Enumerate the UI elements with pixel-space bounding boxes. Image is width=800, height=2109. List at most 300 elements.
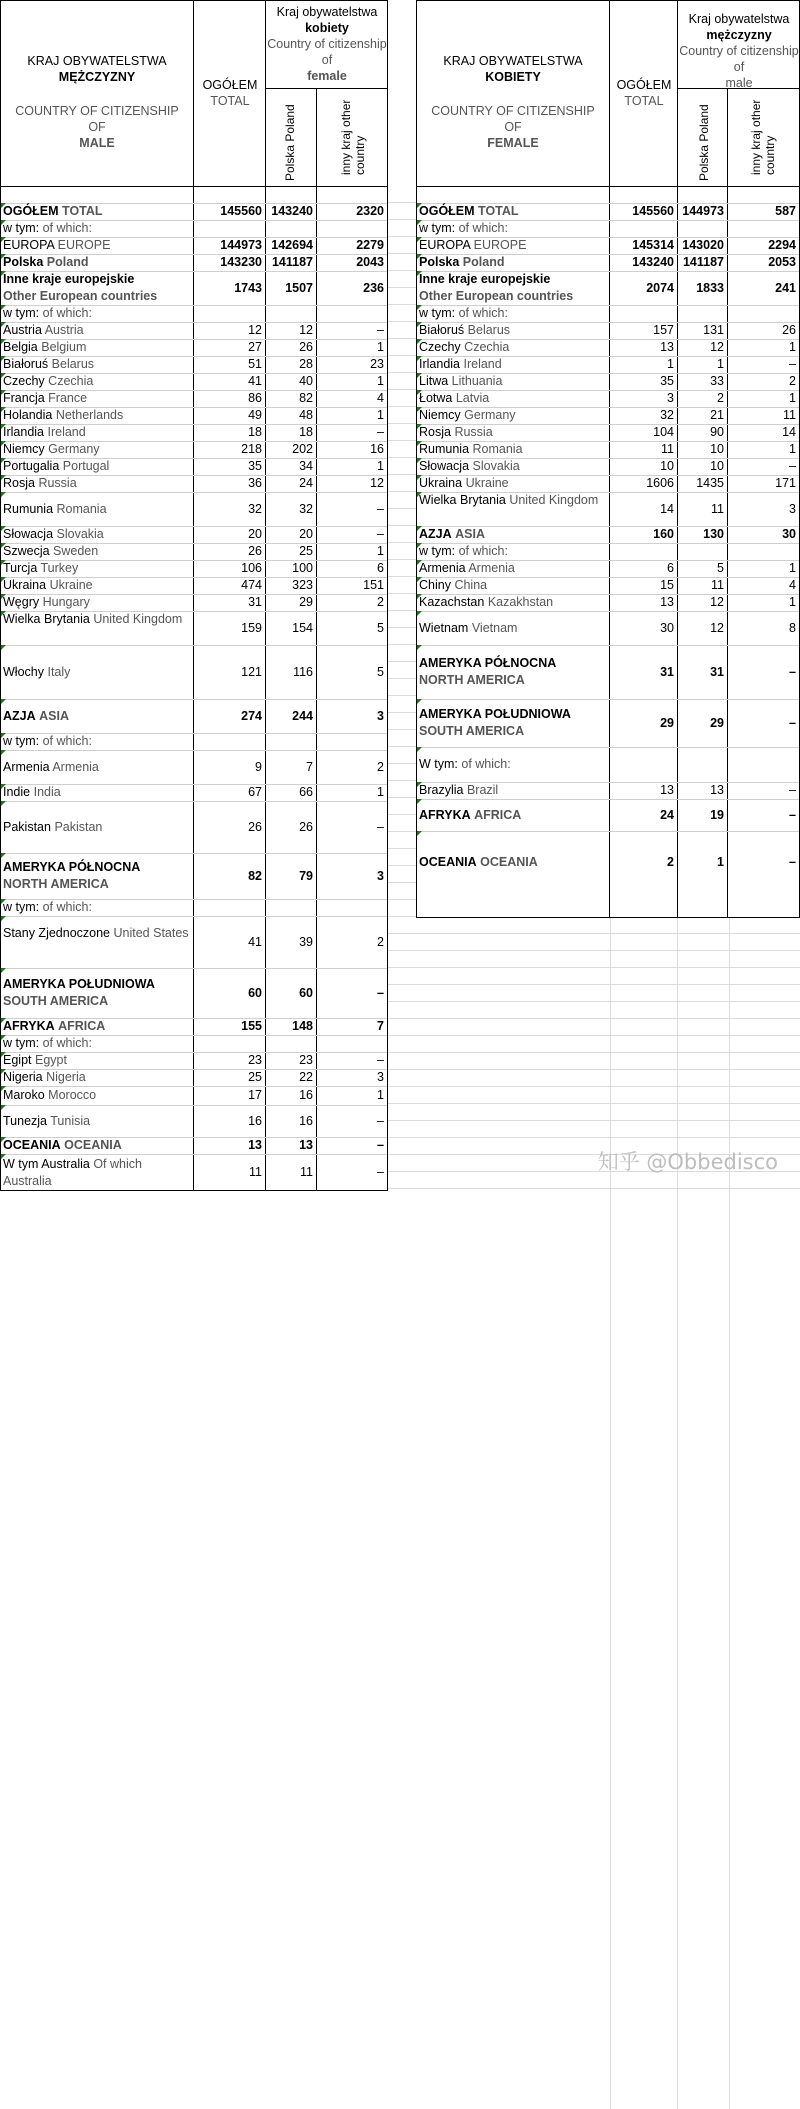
label-pl: Łotwa (419, 391, 453, 405)
table-row (417, 611, 799, 645)
cell-marker (1, 1137, 6, 1142)
cell-total: 35 (660, 374, 674, 388)
label-en: Kazakhstan (487, 595, 554, 609)
cell-other: 16 (370, 442, 384, 456)
table-row (417, 237, 799, 254)
cell-marker (1, 699, 6, 704)
label-en: Brazil (466, 783, 499, 797)
label-pl: Polska (3, 255, 44, 269)
cell-poland: 244 (292, 708, 313, 723)
cell-other: – (789, 357, 796, 371)
row-label (3, 759, 189, 776)
table-row (417, 407, 799, 424)
label-pl: Portugalia (3, 459, 60, 473)
cell-marker (1, 801, 6, 806)
label-pl: AMERYKA PÓŁNOCNA (3, 860, 141, 874)
cell-marker (1, 611, 6, 616)
row-label (419, 594, 605, 611)
row-label (3, 356, 189, 373)
label-pl: AZJA (419, 527, 452, 541)
label-pl: Niemcy (419, 408, 461, 422)
cell-marker (417, 526, 422, 531)
cell-total: 10 (660, 459, 674, 473)
cell-total: 25 (248, 1070, 262, 1084)
total-label: OGÓŁEM TOTAL (616, 78, 672, 108)
label-pl: Tunezja (3, 1113, 48, 1128)
row-label (419, 543, 605, 560)
label-en: France (48, 391, 88, 405)
table-row (417, 747, 799, 782)
row-label (3, 819, 189, 836)
row-label (3, 458, 189, 475)
row-label (419, 620, 605, 637)
cell-other: 30 (782, 527, 796, 541)
row-label (3, 254, 189, 271)
table-header (417, 1, 799, 187)
row-divider (1, 492, 387, 493)
row-label (419, 782, 605, 799)
label-pl: Pakistan (3, 819, 51, 834)
row-label (419, 458, 605, 475)
cell-other: 1 (789, 595, 796, 609)
label-en: Romania (56, 501, 107, 516)
row-label (3, 1052, 189, 1069)
label-pl: w tym: (419, 221, 456, 235)
cell-marker (1, 577, 6, 582)
cell-marker (417, 831, 422, 836)
cell-other: 1 (789, 561, 796, 575)
row-label (419, 475, 605, 492)
label-en: Turkey (40, 561, 79, 575)
cell-marker (417, 611, 422, 616)
cell-marker (417, 441, 422, 446)
label-pl: Polska (419, 255, 460, 269)
cell-other: – (789, 783, 796, 797)
label-pl: Armenia (419, 561, 466, 575)
cell-total: 31 (248, 595, 262, 609)
cell-other: 1 (377, 1088, 384, 1102)
cell-total: 160 (653, 527, 674, 541)
cell-total: 474 (241, 578, 262, 592)
row-label (419, 237, 605, 254)
label-pl: w tym: (3, 221, 40, 235)
table-row (1, 699, 387, 733)
row-label (3, 925, 189, 942)
cell-total: 121 (241, 664, 262, 679)
table-row (1, 645, 387, 699)
label-pl: OCEANIA (3, 1138, 61, 1152)
label-pl: Białoruś (3, 357, 49, 371)
table-row (417, 782, 799, 799)
label-en: United Kingdom (93, 612, 183, 626)
cell-total: 13 (248, 1138, 262, 1152)
table-row (417, 594, 799, 611)
cell-marker (1, 254, 6, 259)
row-label (419, 526, 605, 543)
table-row (1, 1035, 387, 1052)
cell-marker (1, 458, 6, 463)
table-row (1, 968, 387, 1018)
table-row (1, 577, 387, 594)
cell-total: 106 (241, 561, 262, 575)
cell-poland: 10 (710, 459, 724, 473)
label-pl: OGÓŁEM (419, 204, 475, 218)
cell-total: 26 (248, 819, 262, 834)
cell-poland: 11 (300, 1165, 313, 1179)
cell-marker (417, 339, 422, 344)
row-label (3, 784, 189, 801)
row-label (3, 976, 189, 1010)
row-label (3, 594, 189, 611)
row-divider (1, 1105, 387, 1106)
row-label (419, 492, 605, 509)
row-label (419, 220, 605, 237)
cell-other: – (377, 501, 384, 516)
row-divider (1, 801, 387, 802)
table-row (417, 645, 799, 699)
cell-marker (1, 645, 6, 650)
cell-poland: 48 (299, 408, 313, 422)
label-en: NORTH AMERICA (3, 877, 109, 891)
cell-marker (1, 441, 6, 446)
cell-other: 12 (370, 476, 384, 490)
cell-poland: 90 (710, 425, 724, 439)
cell-marker (1, 750, 6, 755)
label-en: Poland (462, 255, 505, 269)
row-label (3, 501, 189, 518)
table-row (1, 1137, 387, 1154)
row-divider (417, 747, 799, 748)
cell-poland: 12 (299, 323, 313, 337)
label-pl: AMERYKA POŁUDNIOWA (3, 977, 155, 991)
row-label (3, 305, 189, 322)
label-en: Portugal (62, 459, 110, 473)
label-pl: AFRYKA (419, 807, 471, 822)
label-en: Armenia (468, 561, 515, 575)
cell-poland: 12 (710, 620, 724, 635)
table-row (1, 611, 387, 645)
table-row (417, 356, 799, 373)
cell-poland: 66 (299, 785, 313, 799)
cell-other: 1 (377, 544, 384, 558)
label-en: Austria (44, 323, 84, 337)
label-en: Lithuania (451, 374, 503, 388)
label-pl: AMERYKA PÓŁNOCNA (419, 656, 557, 670)
table-row (1, 1086, 387, 1105)
table-row (1, 271, 387, 305)
table-row (417, 831, 799, 893)
group-label: Kraj obywatelstwa mężczyzny Country of citizenship of male (679, 12, 799, 90)
table-row (1, 916, 387, 968)
table-row (417, 305, 799, 322)
country-label: KRAJ OBYWATELSTWA KOBIETY COUNTRY OF CITIZENSHIP OF FEMALE (431, 54, 595, 150)
table-row (1, 899, 387, 916)
label-pl: Ukraina (419, 476, 463, 490)
cell-total: 9 (255, 759, 262, 774)
cell-marker (417, 356, 422, 361)
cell-marker (1, 220, 6, 225)
cell-poland: 12 (710, 595, 724, 609)
table-header (1, 1, 387, 187)
cell-total: 145314 (632, 238, 674, 252)
watermark: 知乎 @Obbedisco (597, 1150, 778, 1174)
row-label (3, 441, 189, 458)
cell-marker (417, 645, 422, 650)
label-pl: Austria (3, 323, 42, 337)
cell-other: 5 (377, 664, 384, 679)
label-pl: Brazylia (419, 783, 464, 797)
cell-poland: 16 (299, 1088, 313, 1102)
cell-total: 218 (241, 442, 262, 456)
table-row (1, 458, 387, 475)
cell-other: – (789, 854, 796, 869)
cell-poland: 7 (306, 759, 313, 774)
row-label (419, 271, 605, 305)
cell-marker (417, 305, 422, 310)
label-en: Romania (472, 442, 523, 456)
cell-other: 2 (377, 595, 384, 609)
cell-total: 2 (667, 854, 674, 869)
row-label (419, 807, 605, 824)
label-en: of which: (42, 1036, 92, 1050)
cell-marker (1, 203, 6, 208)
cell-other: 1 (789, 442, 796, 456)
cell-marker (1, 271, 6, 276)
cell-marker (417, 699, 422, 704)
cell-marker (1, 560, 6, 565)
cell-other: – (377, 1138, 384, 1152)
label-pl: W tym: (419, 757, 458, 771)
label-en: Russia (454, 425, 493, 439)
label-pl: Egipt (3, 1053, 32, 1067)
cell-total: 13 (660, 340, 674, 354)
cell-poland: 1833 (696, 280, 724, 295)
label-pl: Wietnam (419, 620, 469, 635)
gridline (729, 918, 730, 2109)
table-row (417, 799, 799, 831)
cell-total: 32 (660, 408, 674, 422)
cell-poland: 26 (299, 340, 313, 354)
label-pl: EUROPA (3, 238, 55, 252)
cell-marker (1, 407, 6, 412)
cell-marker (417, 237, 422, 242)
label-pl: Włochy (3, 664, 44, 679)
cell-marker (1, 594, 6, 599)
cell-poland: 82 (299, 391, 313, 405)
cell-marker (1, 1154, 6, 1159)
cell-other: 5 (377, 620, 384, 635)
cell-total: 13 (660, 595, 674, 609)
row-label (3, 664, 189, 681)
table-row (1, 237, 387, 254)
cell-other: 1 (377, 374, 384, 388)
cell-total: 41 (248, 934, 262, 949)
cell-poland: 24 (299, 476, 313, 490)
cell-other: 1 (377, 340, 384, 354)
label-pl: OGÓŁEM (3, 204, 59, 218)
cell-total: 30 (660, 620, 674, 635)
cell-poland: 40 (299, 374, 313, 388)
cell-total: 16 (248, 1113, 262, 1128)
label-en: SOUTH AMERICA (3, 994, 109, 1008)
table-row (1, 853, 387, 899)
cell-total: 35 (248, 459, 262, 473)
table-row (1, 560, 387, 577)
table-row (1, 305, 387, 322)
label-pl: w tym: (419, 544, 456, 558)
table-row (417, 424, 799, 441)
cell-poland: 25 (299, 544, 313, 558)
label-en: Netherlands (55, 408, 124, 422)
group-label: Kraj obywatelstwa kobiety Country of citizenship of female (267, 5, 387, 83)
label-en: Belgium (41, 340, 87, 354)
table-row (417, 577, 799, 594)
label-en: OCEANIA (64, 1138, 122, 1152)
cell-poland: 29 (299, 595, 313, 609)
cell-marker (1, 784, 6, 789)
label-en: Armenia (52, 759, 99, 774)
cell-other: 236 (363, 280, 384, 295)
row-label (419, 424, 605, 441)
row-divider (417, 799, 799, 800)
cell-marker (417, 271, 422, 276)
cell-other: – (377, 1113, 384, 1128)
label-pl: AZJA (3, 708, 36, 723)
table-row (417, 373, 799, 390)
table-row (417, 271, 799, 305)
cell-other: 2320 (356, 204, 384, 218)
label-pl: Chiny (419, 578, 451, 592)
cell-other: 2294 (768, 238, 796, 252)
cell-poland: 2 (717, 391, 724, 405)
table-row (1, 373, 387, 390)
label-pl: OCEANIA (419, 854, 477, 869)
cell-total: 49 (248, 408, 262, 422)
table-row (417, 458, 799, 475)
label-pl: Francja (3, 391, 45, 405)
cell-other: 4 (377, 391, 384, 405)
cell-other: 1 (789, 340, 796, 354)
table-row (417, 203, 799, 220)
cell-marker (1, 853, 6, 858)
table-male-citizenship (0, 0, 388, 1191)
cell-total: 274 (241, 708, 262, 723)
label-en: Egypt (34, 1053, 67, 1067)
row-label (3, 203, 189, 220)
row-label (3, 339, 189, 356)
cell-other: – (377, 527, 384, 541)
cell-other: 3 (377, 868, 384, 883)
cell-total: 159 (241, 620, 262, 635)
cell-marker (417, 373, 422, 378)
cell-total: 144973 (220, 238, 262, 252)
cell-other: – (377, 1165, 384, 1179)
cell-poland: 131 (703, 323, 724, 337)
cell-total: 1606 (646, 476, 674, 490)
cell-poland: 18 (299, 425, 313, 439)
row-divider (417, 699, 799, 700)
label-pl: Rumunia (3, 501, 54, 516)
cell-marker (417, 424, 422, 429)
cell-total: 3 (667, 391, 674, 405)
label-en: Hungary (42, 595, 90, 609)
cell-total: 15 (660, 578, 674, 592)
cell-poland: 22 (299, 1070, 313, 1084)
cell-total: 11 (661, 442, 674, 456)
cell-other: 2279 (356, 238, 384, 252)
cell-marker (1, 322, 6, 327)
cell-marker (417, 322, 422, 327)
cell-marker (1, 1069, 6, 1074)
cell-poland: 1 (717, 357, 724, 371)
label-en: EUROPE (57, 238, 111, 252)
cell-other: 171 (775, 476, 796, 490)
table-row (417, 699, 799, 747)
cell-marker (1, 1035, 6, 1040)
cell-total: 6 (667, 561, 674, 575)
cell-poland: 39 (299, 934, 313, 949)
table-row (1, 543, 387, 560)
total-label: OGÓŁEM TOTAL (202, 78, 258, 108)
label-pl: Inne kraje europejskie (419, 272, 551, 286)
row-divider (1, 968, 387, 969)
label-pl: Rumunia (419, 442, 470, 456)
label-en: of which: (458, 306, 508, 320)
cell-marker (1, 356, 6, 361)
cell-total: 145560 (632, 204, 674, 218)
label-en: China (454, 578, 488, 592)
table-row (1, 475, 387, 492)
cell-other: 1 (789, 391, 796, 405)
label-en: Vietnam (471, 620, 518, 635)
table-row (1, 1154, 387, 1191)
col-poland-label: Polska Poland (697, 104, 711, 181)
label-pl: Niemcy (3, 442, 45, 456)
cell-poland: 26 (299, 819, 313, 834)
cell-total: 12 (248, 323, 262, 337)
label-en: Ireland (463, 357, 502, 371)
cell-marker (417, 203, 422, 208)
label-en: Slovakia (56, 527, 104, 541)
label-pl: Rosja (419, 425, 451, 439)
label-pl: Węgry (3, 595, 40, 609)
col-poland-label: Polska Poland (283, 104, 297, 181)
table-row (1, 594, 387, 611)
label-en: AFRICA (474, 807, 522, 822)
cell-total: 36 (248, 476, 262, 490)
cell-marker (1, 1105, 6, 1110)
cell-total: 20 (248, 527, 262, 541)
label-en: of which: (458, 544, 508, 558)
cell-poland: 23 (299, 1053, 313, 1067)
label-en: Germany (48, 442, 100, 456)
row-label (3, 708, 189, 725)
row-label (419, 203, 605, 220)
cell-poland: 28 (299, 357, 313, 371)
cell-poland: 5 (717, 561, 724, 575)
label-pl: Irlandia (419, 357, 460, 371)
table-row (1, 750, 387, 784)
label-en: Belarus (467, 323, 511, 337)
label-en: Russia (38, 476, 77, 490)
row-divider (417, 645, 799, 646)
label-en: of which: (458, 221, 508, 235)
cell-poland: 148 (292, 1019, 313, 1033)
row-label (3, 1018, 189, 1035)
cell-other: – (789, 664, 796, 679)
label-pl: Litwa (419, 374, 449, 388)
cell-poland: 60 (299, 985, 313, 1000)
